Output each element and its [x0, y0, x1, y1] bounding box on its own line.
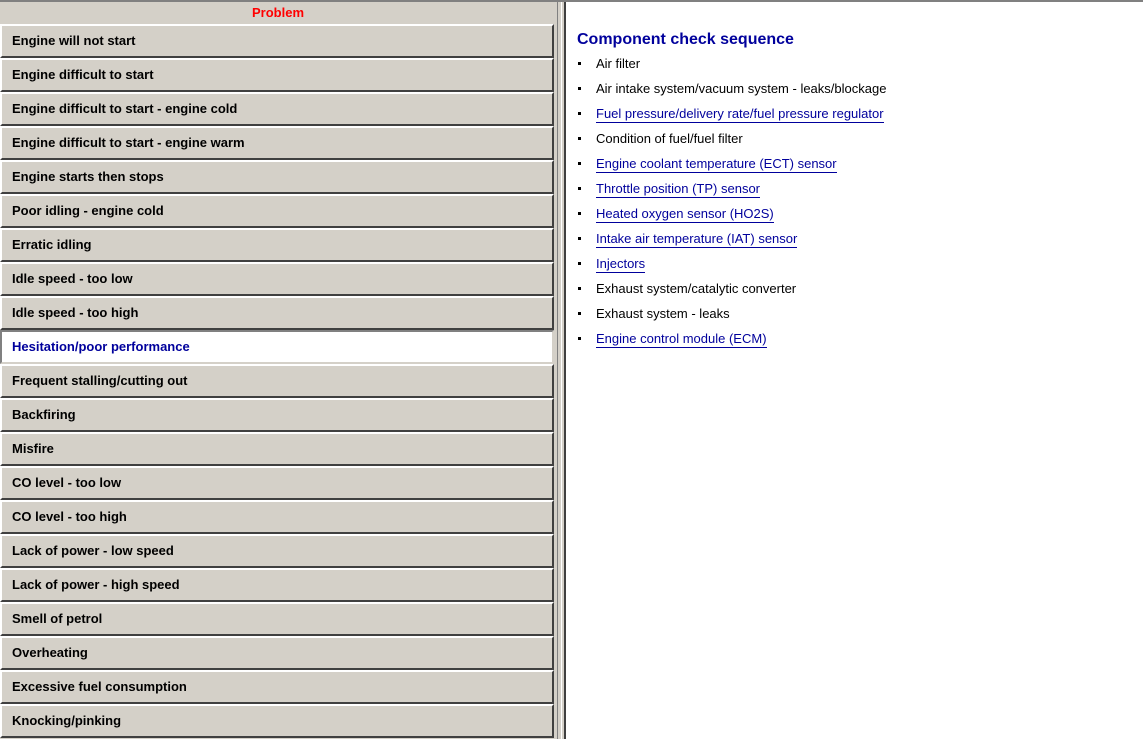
problem-item[interactable]: Overheating	[0, 636, 554, 670]
problem-list	[0, 24, 556, 738]
problem-item[interactable]: Hesitation/poor performance	[0, 330, 554, 364]
check-item	[577, 304, 886, 329]
check-item	[577, 254, 886, 279]
problem-item[interactable]: Erratic idling	[0, 228, 554, 262]
problem-item[interactable]: CO level - too low	[0, 466, 554, 500]
problem-header: Problem	[0, 2, 556, 24]
problem-item[interactable]: Backfiring	[0, 398, 554, 432]
bullet-icon	[578, 187, 581, 190]
problem-item[interactable]: Idle speed - too high	[0, 296, 554, 330]
bullet-icon	[578, 137, 581, 140]
problem-item[interactable]: Engine difficult to start	[0, 58, 554, 92]
check-item-label: Air filter	[596, 56, 641, 71]
problem-item[interactable]: Engine will not start	[0, 24, 554, 58]
check-item	[577, 204, 886, 229]
bullet-icon	[578, 337, 581, 340]
problem-item[interactable]: Misfire	[0, 432, 554, 466]
problem-item[interactable]: Poor idling - engine cold	[0, 194, 554, 228]
problem-item[interactable]: Engine starts then stops	[0, 160, 554, 194]
check-sequence-list	[577, 54, 886, 354]
check-item	[577, 179, 886, 204]
section-title: Component check sequence	[577, 31, 794, 48]
check-item	[577, 154, 886, 179]
problem-item[interactable]: Engine difficult to start - engine cold	[0, 92, 554, 126]
check-item	[577, 329, 886, 354]
check-item	[577, 54, 886, 79]
problem-item[interactable]: Excessive fuel consumption	[0, 670, 554, 704]
bullet-icon	[578, 237, 581, 240]
problem-item[interactable]: Lack of power - low speed	[0, 534, 554, 568]
pane-splitter[interactable]	[556, 2, 566, 739]
check-item-label: Exhaust system - leaks	[596, 306, 730, 321]
check-item-link[interactable]: Intake air temperature (IAT) sensor	[596, 231, 798, 246]
bullet-icon	[578, 162, 581, 165]
bullet-icon	[578, 212, 581, 215]
check-item	[577, 104, 886, 129]
problem-item[interactable]: Knocking/pinking	[0, 704, 554, 738]
sequence-pane	[566, 2, 1143, 739]
bullet-icon	[578, 312, 581, 315]
check-item	[577, 129, 886, 154]
bullet-icon	[578, 112, 581, 115]
bullet-icon	[578, 262, 581, 265]
bullet-icon	[578, 87, 581, 90]
check-item	[577, 279, 886, 304]
check-item-link[interactable]: Engine coolant temperature (ECT) sensor	[596, 156, 837, 171]
check-item-link[interactable]: Heated oxygen sensor (HO2S)	[596, 206, 774, 221]
problem-item[interactable]: Engine difficult to start - engine warm	[0, 126, 554, 160]
check-item-label: Air intake system/vacuum system - leaks/blockage	[596, 81, 887, 96]
problem-item[interactable]: Lack of power - high speed	[0, 568, 554, 602]
problem-item[interactable]: Frequent stalling/cutting out	[0, 364, 554, 398]
check-item-link[interactable]: Fuel pressure/delivery rate/fuel pressure regulator	[596, 106, 884, 121]
problem-pane	[0, 2, 556, 739]
check-item-link[interactable]: Injectors	[596, 256, 646, 271]
check-item	[577, 229, 886, 254]
problem-item[interactable]: CO level - too high	[0, 500, 554, 534]
problem-item[interactable]: Idle speed - too low	[0, 262, 554, 296]
bullet-icon	[578, 62, 581, 65]
problem-item[interactable]: Smell of petrol	[0, 602, 554, 636]
check-item	[577, 79, 886, 104]
bullet-icon	[578, 287, 581, 290]
check-item-label: Exhaust system/catalytic converter	[596, 281, 797, 296]
check-item-link[interactable]: Throttle position (TP) sensor	[596, 181, 761, 196]
check-item-label: Condition of fuel/fuel filter	[596, 131, 743, 146]
check-item-link[interactable]: Engine control module (ECM)	[596, 331, 767, 346]
